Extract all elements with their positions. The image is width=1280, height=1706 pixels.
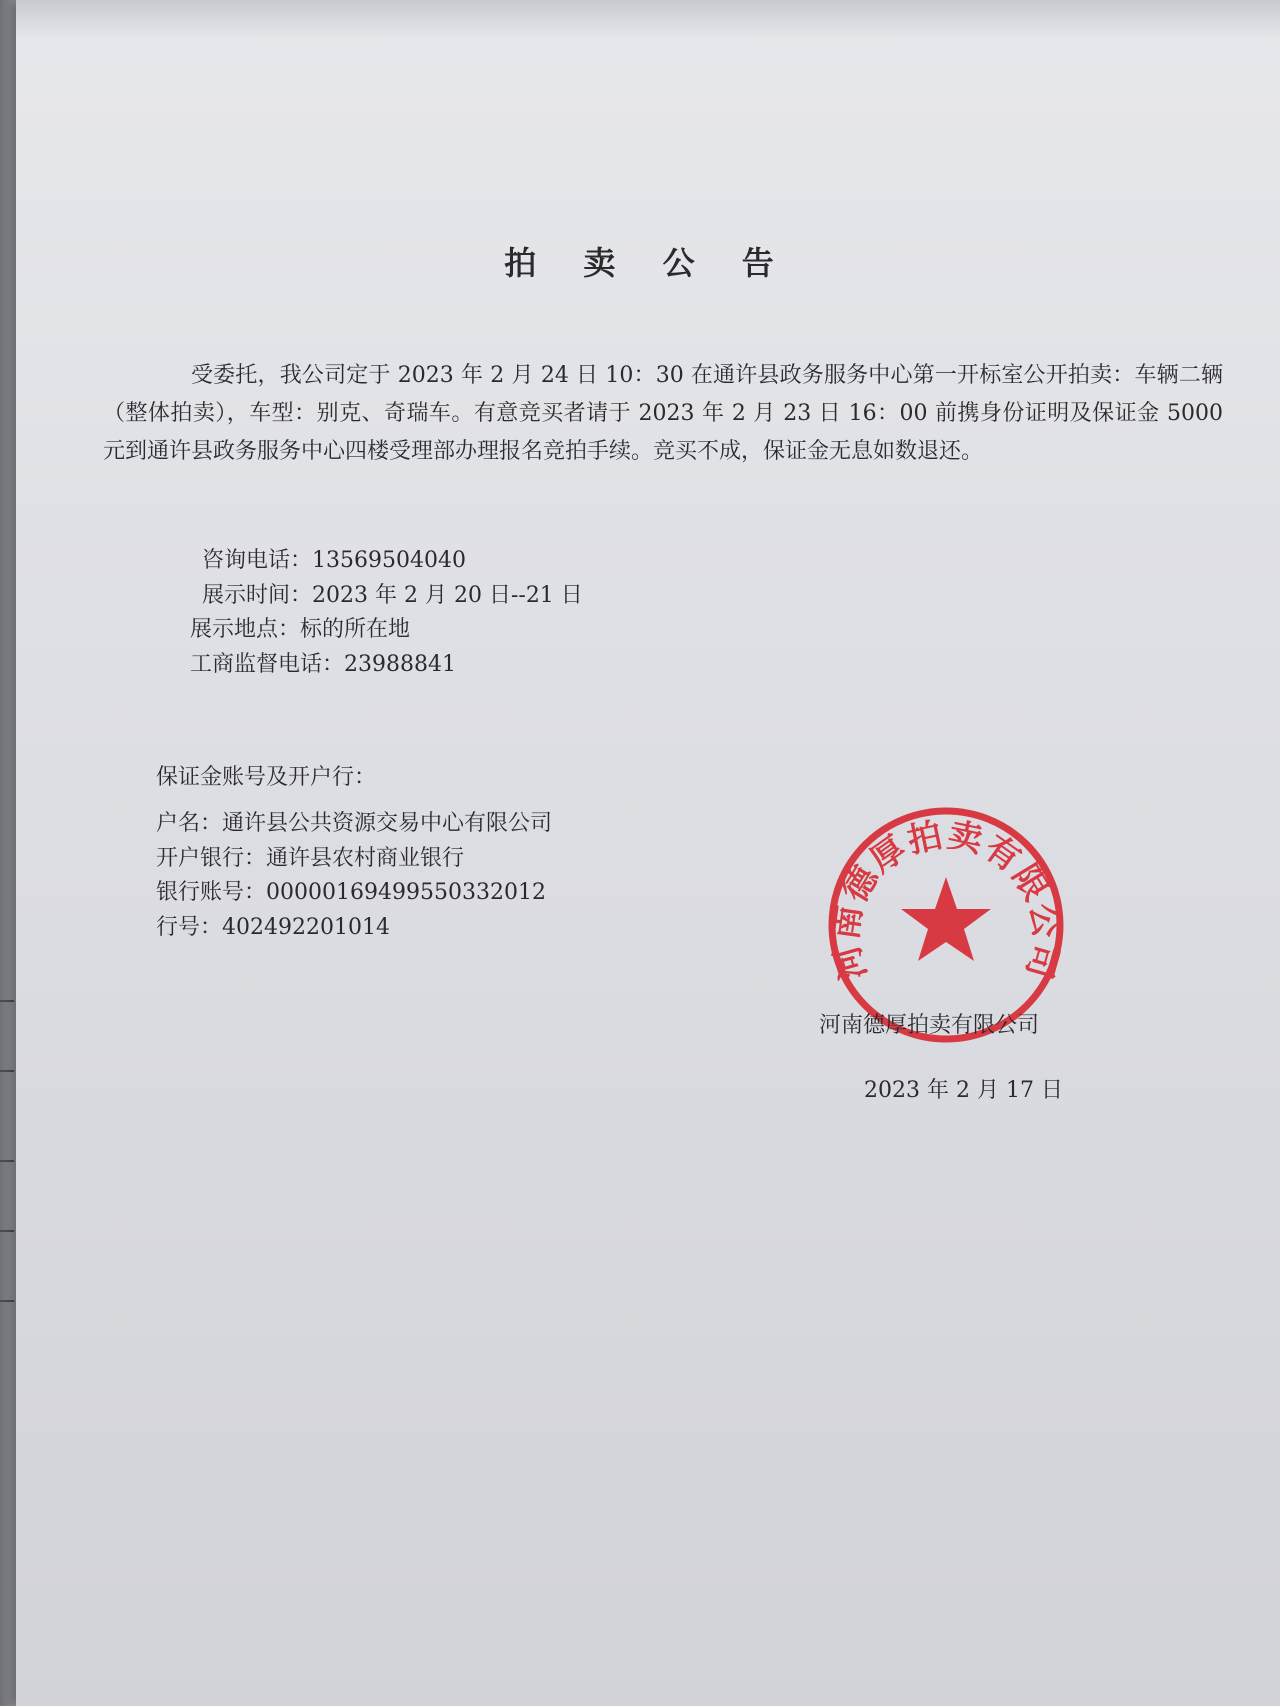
account-name: 户名：通许县公共资源交易中心有限公司 [156,811,553,836]
supervision-phone: 工商监督电话：23988841 [190,652,456,677]
account-heading: 保证金账号及开户行： [156,765,377,790]
account-bank: 开户银行：通许县农村商业银行 [156,846,465,871]
display-time: 展示时间：2023 年 2 月 20 日--21 日 [202,583,583,608]
seal-star-icon [901,877,991,961]
seal-text: 河南德厚拍卖有限公司 [826,814,1066,985]
paper-sheet [16,0,1280,1706]
auction-notice [16,0,1280,1706]
consult-phone: 咨询电话：13569504040 [202,548,466,573]
display-place: 展示地点：标的所在地 [190,617,411,642]
left-edge-marks [0,1000,16,1400]
account-number: 银行账号：00000169499550332012 [156,880,546,905]
bank-code: 行号：402492201014 [156,915,390,940]
notice-body: 受委托，我公司定于 2023 年 2 月 24 日 10：30 在通许县政务服务中心第一开标室公开拍卖：车辆二辆（整体拍卖），车型：别克、奇瑞车。有意竞买者请于 2023 年 2 月 23 日 16：00 前携身份证明及保证金 5000 元到通许县政务服务中心四楼受理部办理报名竞拍手续。竞买不成，保证金无息如数退还。 [103,363,1223,464]
page-title: 拍 卖 公 告 [504,244,792,282]
signature-date: 2023 年 2 月 17 日 [864,1078,1063,1103]
signature-company: 河南德厚拍卖有限公司 [819,1013,1040,1038]
